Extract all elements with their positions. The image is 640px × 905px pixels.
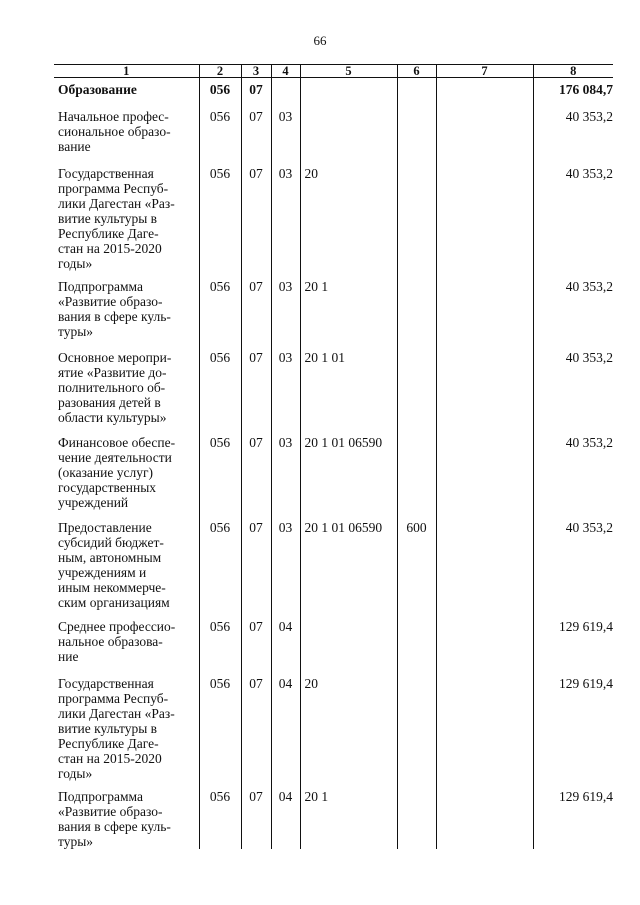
cell-col-7: [436, 672, 533, 785]
cell-section: 07: [241, 105, 271, 162]
table-row: [54, 615, 613, 672]
cell-subsection: 03: [271, 275, 300, 346]
cell-amount: 129 619,4: [533, 615, 613, 672]
cell-col-7: [436, 431, 533, 516]
cell-subsection: 03: [271, 346, 300, 431]
table-row: [54, 162, 613, 275]
cell-expense-type: [397, 785, 436, 849]
header-col-2: 2: [199, 65, 241, 78]
cell-admin-code: 056: [199, 275, 241, 346]
cell-target-article: 20: [300, 672, 397, 785]
cell-target-article: [300, 615, 397, 672]
table-row: [54, 516, 613, 615]
cell-subsection: 04: [271, 785, 300, 849]
cell-col-7: [436, 615, 533, 672]
page-number: 66: [313, 33, 327, 48]
cell-name: Подпрограмма «Развитие образо- вания в сфере куль- туры»: [54, 275, 199, 346]
cell-name: Предоставление субсидий бюджет- ным, автономным учреждениям и иным некоммерче- ским организациям: [54, 516, 199, 615]
header-col-3: 3: [241, 65, 271, 78]
cell-subsection: 04: [271, 615, 300, 672]
cell-subsection: 03: [271, 162, 300, 275]
table-body: [54, 78, 613, 849]
cell-section: 07: [241, 615, 271, 672]
cell-amount: 40 353,2: [533, 346, 613, 431]
cell-name: Финансовое обеспе- чение деятельности (оказание услуг) государственных учреждений: [54, 431, 199, 516]
cell-expense-type: [397, 431, 436, 516]
cell-expense-type: 600: [397, 516, 436, 615]
cell-target-article: 20 1: [300, 785, 397, 849]
cell-amount: 40 353,2: [533, 275, 613, 346]
cell-target-article: 20 1: [300, 275, 397, 346]
cell-admin-code: 056: [199, 516, 241, 615]
cell-col-7: [436, 78, 533, 105]
cell-col-7: [436, 785, 533, 849]
cell-amount: 40 353,2: [533, 431, 613, 516]
header-col-5: 5: [300, 65, 397, 78]
cell-expense-type: [397, 615, 436, 672]
table-row: [54, 672, 613, 785]
cell-expense-type: [397, 275, 436, 346]
cell-section: 07: [241, 672, 271, 785]
cell-target-article: 20 1 01 06590: [300, 431, 397, 516]
cell-name: Начальное профес- сиональное образо- вание: [54, 105, 199, 162]
table-row: [54, 785, 613, 849]
cell-admin-code: 056: [199, 431, 241, 516]
cell-name: Среднее профессио- нальное образова- ние: [54, 615, 199, 672]
cell-section: 07: [241, 516, 271, 615]
table-row: [54, 346, 613, 431]
header-col-6: 6: [397, 65, 436, 78]
cell-expense-type: [397, 162, 436, 275]
cell-admin-code: 056: [199, 346, 241, 431]
cell-admin-code: 056: [199, 105, 241, 162]
table-row: [54, 78, 613, 105]
cell-subsection: 03: [271, 516, 300, 615]
cell-amount: 40 353,2: [533, 105, 613, 162]
table-row: [54, 105, 613, 162]
cell-section: 07: [241, 785, 271, 849]
table-row: [54, 275, 613, 346]
header-col-8: 8: [533, 65, 613, 78]
cell-expense-type: [397, 346, 436, 431]
cell-name: Государственная программа Респуб- лики Дагестан «Раз- витие культуры в Республике Даге- стан на 2015-2020 годы»: [54, 162, 199, 275]
cell-subsection: [271, 78, 300, 105]
cell-section: 07: [241, 431, 271, 516]
cell-name: Государственная программа Респуб- лики Дагестан «Раз- витие культуры в Республике Даге- стан на 2015-2020 годы»: [54, 672, 199, 785]
cell-admin-code: 056: [199, 615, 241, 672]
cell-admin-code: 056: [199, 78, 241, 105]
header-row: [54, 65, 613, 78]
header-col-4: 4: [271, 65, 300, 78]
cell-admin-code: 056: [199, 162, 241, 275]
cell-target-article: [300, 105, 397, 162]
cell-target-article: 20 1 01 06590: [300, 516, 397, 615]
cell-name: Основное меропри- ятие «Развитие до- полнительного об- разования детей в области культуры»: [54, 346, 199, 431]
cell-col-7: [436, 346, 533, 431]
header-col-7: 7: [436, 65, 533, 78]
cell-amount: 129 619,4: [533, 672, 613, 785]
cell-subsection: 04: [271, 672, 300, 785]
cell-admin-code: 056: [199, 785, 241, 849]
cell-target-article: [300, 78, 397, 105]
cell-amount: 40 353,2: [533, 516, 613, 615]
cell-amount: 40 353,2: [533, 162, 613, 275]
cell-col-7: [436, 516, 533, 615]
cell-expense-type: [397, 78, 436, 105]
cell-target-article: 20: [300, 162, 397, 275]
cell-target-article: 20 1 01: [300, 346, 397, 431]
cell-col-7: [436, 162, 533, 275]
cell-section: 07: [241, 346, 271, 431]
cell-name: Подпрограмма «Развитие образо- вания в сфере куль- туры»: [54, 785, 199, 849]
budget-table: [54, 64, 613, 849]
cell-admin-code: 056: [199, 672, 241, 785]
cell-section: 07: [241, 275, 271, 346]
cell-name: Образование: [54, 78, 199, 105]
cell-col-7: [436, 275, 533, 346]
cell-col-7: [436, 105, 533, 162]
cell-expense-type: [397, 105, 436, 162]
cell-amount: 129 619,4: [533, 785, 613, 849]
cell-subsection: 03: [271, 431, 300, 516]
cell-section: 07: [241, 162, 271, 275]
cell-expense-type: [397, 672, 436, 785]
cell-amount: 176 084,7: [533, 78, 613, 105]
table-row: [54, 431, 613, 516]
header-col-1: 1: [54, 65, 199, 78]
cell-section: 07: [241, 78, 271, 105]
cell-subsection: 03: [271, 105, 300, 162]
